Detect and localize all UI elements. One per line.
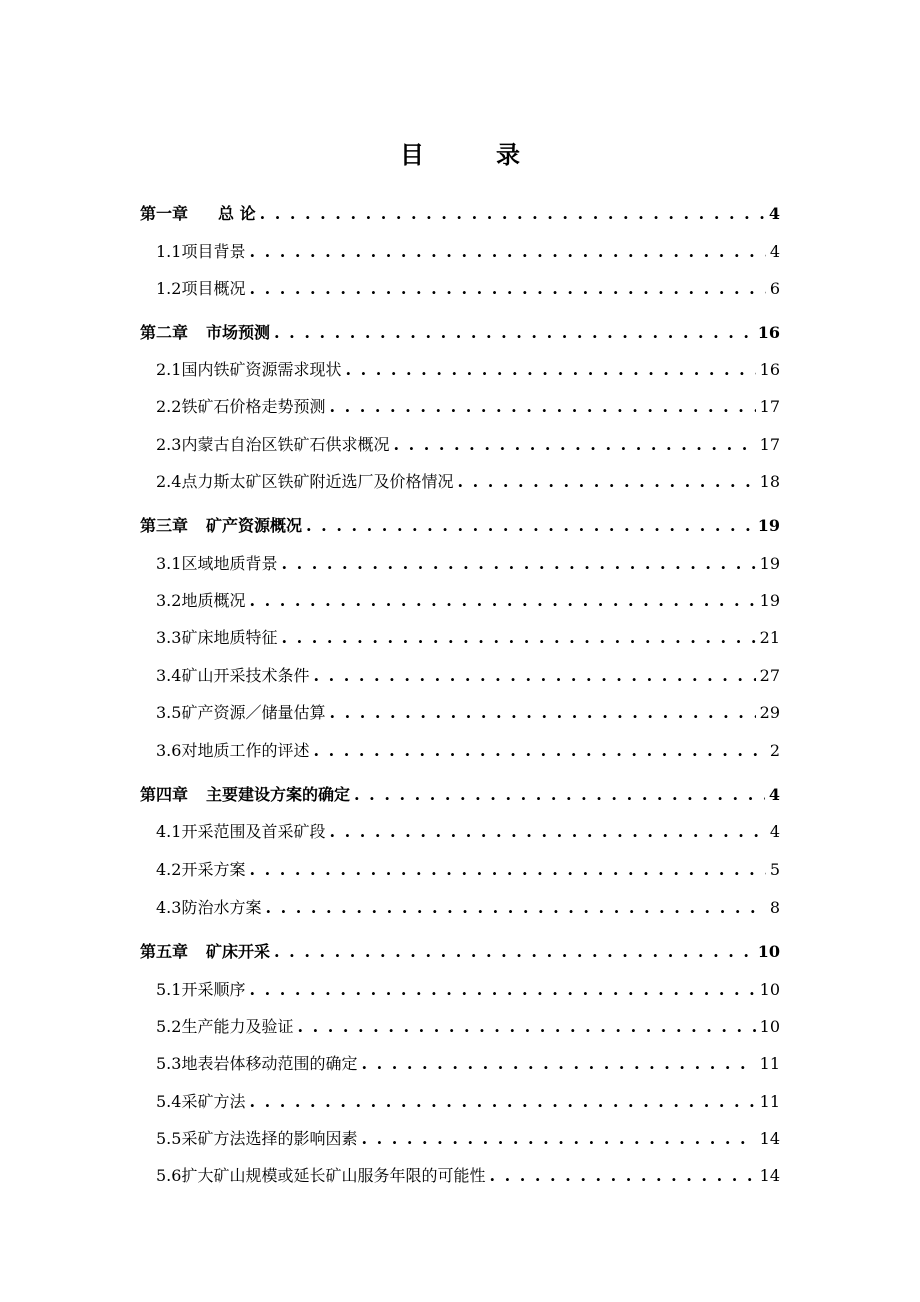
page-number: 19 <box>759 554 780 573</box>
section-number: 5.3 <box>156 1054 182 1073</box>
dot-leader <box>249 277 765 301</box>
section-title: 对地质工作的评述 <box>181 741 310 760</box>
section-number: 5.2 <box>156 1017 182 1036</box>
page-number: 4 <box>768 785 780 804</box>
section-number: 3.3 <box>156 628 182 647</box>
chapter-title: 主要建设方案的确定 <box>206 785 351 804</box>
section-title: 采矿方法 <box>181 1092 246 1111</box>
dot-leader <box>249 589 755 613</box>
section-title: 开采顺序 <box>181 980 246 999</box>
dot-leader <box>329 820 765 844</box>
chapter-title: 矿床开采 <box>206 942 271 961</box>
dot-leader <box>249 978 755 1002</box>
toc-section-entry[interactable] <box>156 978 780 1002</box>
page-number: 18 <box>759 472 780 491</box>
page-number: 17 <box>759 397 780 416</box>
section-title: 项目背景 <box>181 242 246 261</box>
section-title: 项目概况 <box>181 279 246 298</box>
chapter-title: 总 论 <box>218 204 256 223</box>
dot-leader <box>297 1015 755 1039</box>
toc-chapter-entry[interactable] <box>140 321 780 345</box>
toc-section-entry[interactable] <box>156 626 780 650</box>
dot-leader <box>281 626 755 650</box>
dot-leader <box>393 433 755 457</box>
chapter-title: 矿产资源概况 <box>206 516 303 535</box>
dot-leader <box>361 1052 755 1076</box>
section-number: 4.1 <box>156 822 182 841</box>
section-title: 采矿方法选择的影响因素 <box>181 1129 358 1148</box>
section-title: 点力斯太矿区铁矿附近选厂及价格情况 <box>181 472 454 491</box>
page-number: 8 <box>769 898 780 917</box>
dot-leader <box>281 552 755 576</box>
toc-section-entry[interactable] <box>156 1090 780 1114</box>
page-number: 2 <box>769 741 780 760</box>
section-title: 开采方案 <box>181 860 246 879</box>
dot-leader <box>313 664 755 688</box>
page-number: 19 <box>759 591 780 610</box>
toc-section-entry[interactable] <box>156 1127 780 1151</box>
chapter-number: 第一章 <box>140 204 189 223</box>
page-title: 目 录 <box>400 140 544 169</box>
section-number: 5.5 <box>156 1129 182 1148</box>
dot-leader <box>313 739 765 763</box>
toc-section-entry[interactable] <box>156 1164 780 1188</box>
dot-leader <box>354 783 765 807</box>
page-number: 21 <box>759 628 780 647</box>
toc-section-entry[interactable] <box>156 739 780 763</box>
toc-section-entry[interactable] <box>156 858 780 882</box>
chapter-number: 第五章 <box>140 942 189 961</box>
toc-section-entry[interactable] <box>156 701 780 725</box>
section-title: 开采范围及首采矿段 <box>181 822 326 841</box>
section-number: 3.5 <box>156 703 182 722</box>
section-number: 3.6 <box>156 741 182 760</box>
toc-section-entry[interactable] <box>156 1052 780 1076</box>
section-title: 生产能力及验证 <box>181 1017 294 1036</box>
dot-leader <box>329 701 755 725</box>
toc-chapter-entry[interactable] <box>140 202 780 226</box>
page-number: 14 <box>759 1166 780 1185</box>
section-number: 5.6 <box>156 1166 182 1185</box>
section-number: 2.3 <box>156 435 182 454</box>
section-number: 5.4 <box>156 1092 182 1111</box>
toc-chapter-entry[interactable] <box>140 940 780 964</box>
page-number: 14 <box>759 1129 780 1148</box>
chapter-number: 第三章 <box>140 516 189 535</box>
dot-leader <box>274 940 754 964</box>
page-number: 11 <box>759 1092 780 1111</box>
page-number: 4 <box>769 242 780 261</box>
page-number: 4 <box>769 822 780 841</box>
section-title: 矿产资源／储量估算 <box>181 703 326 722</box>
page-number: 10 <box>759 980 780 999</box>
chapter-title: 市场预测 <box>206 323 271 342</box>
section-title: 矿床地质特征 <box>181 628 278 647</box>
page-number: 4 <box>768 204 780 223</box>
section-title: 防治水方案 <box>181 898 262 917</box>
section-title: 扩大矿山规模或延长矿山服务年限的可能性 <box>181 1166 486 1185</box>
toc-section-entry[interactable] <box>156 664 780 688</box>
page-number: 29 <box>759 703 780 722</box>
section-title: 矿山开采技术条件 <box>181 666 310 685</box>
dot-leader <box>457 470 755 494</box>
toc-section-entry[interactable] <box>156 358 780 382</box>
section-number: 3.4 <box>156 666 182 685</box>
dot-leader <box>260 202 765 226</box>
toc-section-entry[interactable] <box>156 395 780 419</box>
dot-leader <box>345 358 755 382</box>
chapter-number: 第四章 <box>140 785 189 804</box>
dot-leader <box>306 514 754 538</box>
page-number: 19 <box>757 516 780 535</box>
page-number: 6 <box>769 279 780 298</box>
section-title: 铁矿石价格走势预测 <box>181 397 326 416</box>
section-number: 2.4 <box>156 472 182 491</box>
section-number: 2.1 <box>156 360 182 379</box>
section-title: 地表岩体移动范围的确定 <box>181 1054 358 1073</box>
dot-leader <box>249 240 765 264</box>
dot-leader <box>489 1164 755 1188</box>
dot-leader <box>361 1127 755 1151</box>
section-title: 内蒙古自治区铁矿石供求概况 <box>181 435 390 454</box>
toc-section-entry[interactable] <box>156 1015 780 1039</box>
page-number: 5 <box>769 860 780 879</box>
toc-section-entry[interactable] <box>156 277 780 301</box>
section-number: 5.1 <box>156 980 182 999</box>
section-number: 1.2 <box>156 279 182 298</box>
page-number: 16 <box>759 360 780 379</box>
dot-leader <box>249 1090 755 1114</box>
page-number: 16 <box>757 323 780 342</box>
section-number: 4.2 <box>156 860 182 879</box>
toc-chapter-entry[interactable] <box>140 783 780 807</box>
section-number: 1.1 <box>156 242 182 261</box>
toc-section-entry[interactable] <box>156 589 780 613</box>
toc-section-entry[interactable] <box>156 433 780 457</box>
section-number: 3.2 <box>156 591 182 610</box>
page-number: 10 <box>759 1017 780 1036</box>
section-title: 地质概况 <box>181 591 246 610</box>
page-number: 10 <box>757 942 780 961</box>
toc-section-entry[interactable] <box>156 552 780 576</box>
page-number: 17 <box>759 435 780 454</box>
dot-leader <box>249 858 765 882</box>
section-number: 3.1 <box>156 554 182 573</box>
page-number: 27 <box>759 666 780 685</box>
section-title: 区域地质背景 <box>181 554 278 573</box>
page-number: 11 <box>759 1054 780 1073</box>
section-number: 4.3 <box>156 898 182 917</box>
toc-section-entry[interactable] <box>156 240 780 264</box>
toc-section-entry[interactable] <box>156 896 780 920</box>
chapter-number: 第二章 <box>140 323 189 342</box>
dot-leader <box>274 321 754 345</box>
section-title: 国内铁矿资源需求现状 <box>181 360 342 379</box>
dot-leader <box>329 395 755 419</box>
section-number: 2.2 <box>156 397 182 416</box>
toc-section-entry[interactable] <box>156 470 780 494</box>
toc-section-entry[interactable] <box>156 820 780 844</box>
toc-chapter-entry[interactable] <box>140 514 780 538</box>
dot-leader <box>265 896 765 920</box>
